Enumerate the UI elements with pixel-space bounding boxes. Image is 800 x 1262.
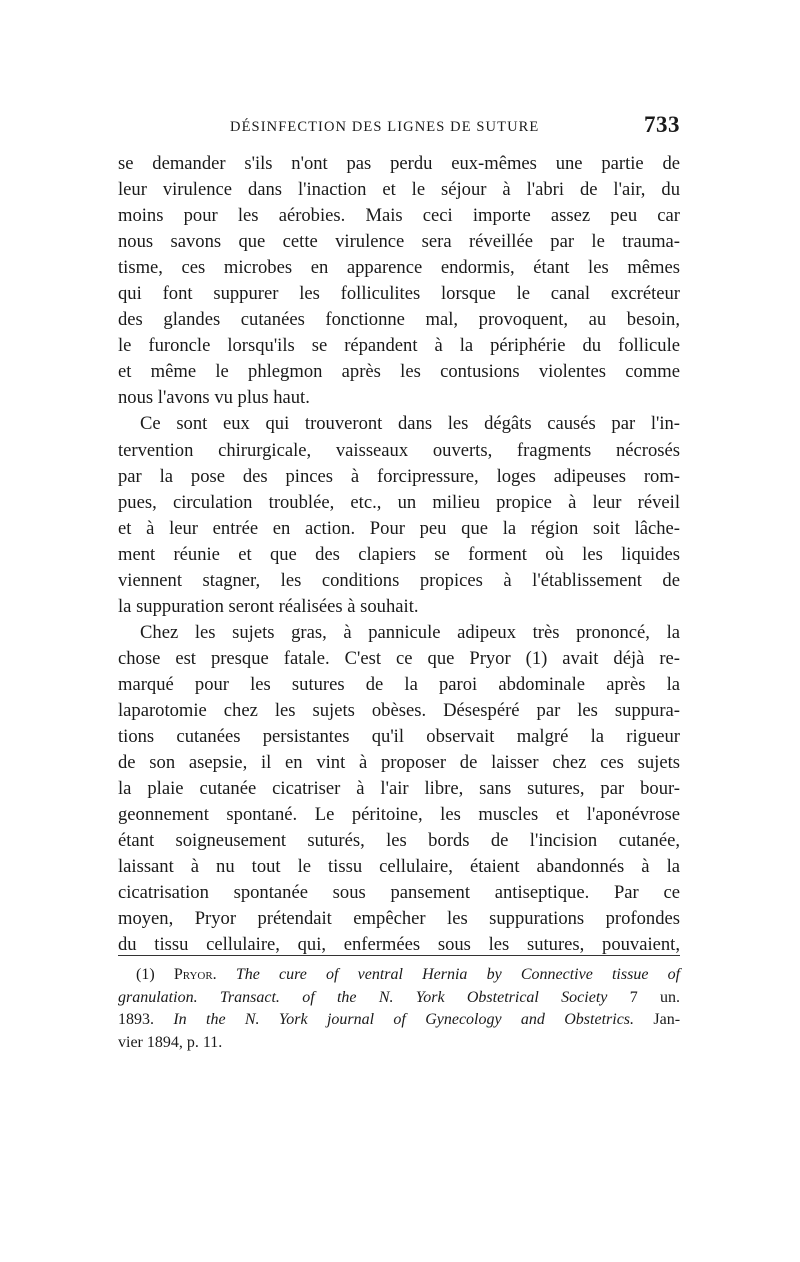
footnote-title: The cure of ventral Hernia by Connective tissue of — [235, 966, 681, 983]
text-line: la plaie cutanée cicatriser à l'air libre, sans sutures, par bour- — [118, 778, 680, 800]
footnote-text: 1893. — [118, 1011, 154, 1029]
text-line: pues, circulation troublée, etc., un milieu propice à leur réveil — [118, 491, 680, 513]
text-line: du tissu cellulaire, qui, enfermées sous les sutures, pouvaient, — [118, 934, 680, 956]
footnote — [118, 964, 680, 1054]
text-line: laissant à nu tout le tissu cellulaire, étaient abandonnés à la — [118, 856, 680, 878]
footnote-title: granulation. Transact. of the N. York Obstetrical Society — [118, 988, 608, 1006]
text-line: de son asepsie, il en vint à proposer de laisser chez ces sujets — [118, 752, 680, 774]
text-line: geonnement spontané. Le péritoine, les muscles et l'aponévrose — [118, 804, 680, 826]
text-line: tions cutanées persistantes qu'il observait malgré la rigueur — [118, 726, 680, 748]
footnote-line — [118, 1009, 680, 1032]
text-line: la suppuration seront réalisées à souhait. — [118, 595, 419, 617]
text-line: étant soigneusement suturés, les bords de l'incision cutanée, — [118, 830, 680, 852]
text-line: laparotomie chez les sujets obèses. Désespéré par les suppura- — [118, 699, 680, 721]
text-line: tervention chirurgicale, vaisseaux ouverts, fragments nécrosés — [118, 439, 680, 461]
footnote-text: Jan- — [653, 1011, 681, 1029]
footnote-line — [118, 964, 680, 987]
running-header — [118, 112, 680, 142]
text-line: moins pour les aérobies. Mais ceci importe assez peu car — [118, 205, 680, 227]
footnote-line: vier 1894, p. 11. — [118, 1033, 223, 1051]
footnote-text: 7 un. — [629, 988, 680, 1006]
text-line: le furoncle lorsqu'ils se répandent à la périphérie du follicule — [118, 335, 680, 357]
text-line: et à leur entrée en action. Pour peu que la région soit lâche- — [118, 517, 680, 539]
running-title: DÉSINFECTION DES LIGNES DE SUTURE — [230, 119, 540, 135]
text-line: Chez les sujets gras, à pannicule adipeux très prononcé, la — [140, 621, 680, 643]
text-line: Ce sont eux qui trouveront dans les dégâts causés par l'in- — [140, 413, 680, 435]
body-text — [118, 151, 680, 958]
footnote-divider — [118, 955, 680, 956]
text-line: ment réunie et que des clapiers se forment où les liquides — [118, 543, 680, 565]
text-line: marqué pour les sutures de la paroi abdominale après la — [118, 673, 680, 695]
text-line: et même le phlegmon après les contusions violentes comme — [118, 361, 680, 383]
footnote-author: Pryor. — [173, 966, 217, 983]
footnote-line — [118, 987, 680, 1010]
text-line: viennent stagner, les conditions propices à l'établissement de — [118, 569, 680, 591]
text-line: nous l'avons vu plus haut. — [118, 387, 310, 409]
footnote-title: In the N. York journal of Gynecology and Obstetrics. — [173, 1011, 635, 1029]
text-line: chose est presque fatale. C'est ce que Pryor (1) avait déjà re- — [118, 647, 680, 669]
text-line: par la pose des pinces à forcipressure, loges adipeuses rom- — [118, 465, 680, 487]
text-line: moyen, Pryor prétendait empêcher les suppurations profondes — [118, 908, 680, 930]
text-line: des glandes cutanées fonctionne mal, provoquent, au besoin, — [118, 309, 680, 331]
page-number: 733 — [644, 112, 680, 137]
text-line: cicatrisation spontanée sous pansement antiseptique. Par ce — [118, 882, 680, 904]
text-line: qui font suppurer les folliculites lorsque le canal excréteur — [118, 283, 680, 305]
text-line: leur virulence dans l'inaction et le séjour à l'abri de l'air, du — [118, 179, 680, 201]
text-line: tisme, ces microbes en apparence endormis, étant les mêmes — [118, 257, 680, 279]
text-line: nous savons que cette virulence sera réveillée par le trauma- — [118, 231, 680, 253]
footnote-marker: (1) — [136, 966, 155, 983]
text-line: se demander s'ils n'ont pas perdu eux-mêmes une partie de — [118, 153, 680, 174]
